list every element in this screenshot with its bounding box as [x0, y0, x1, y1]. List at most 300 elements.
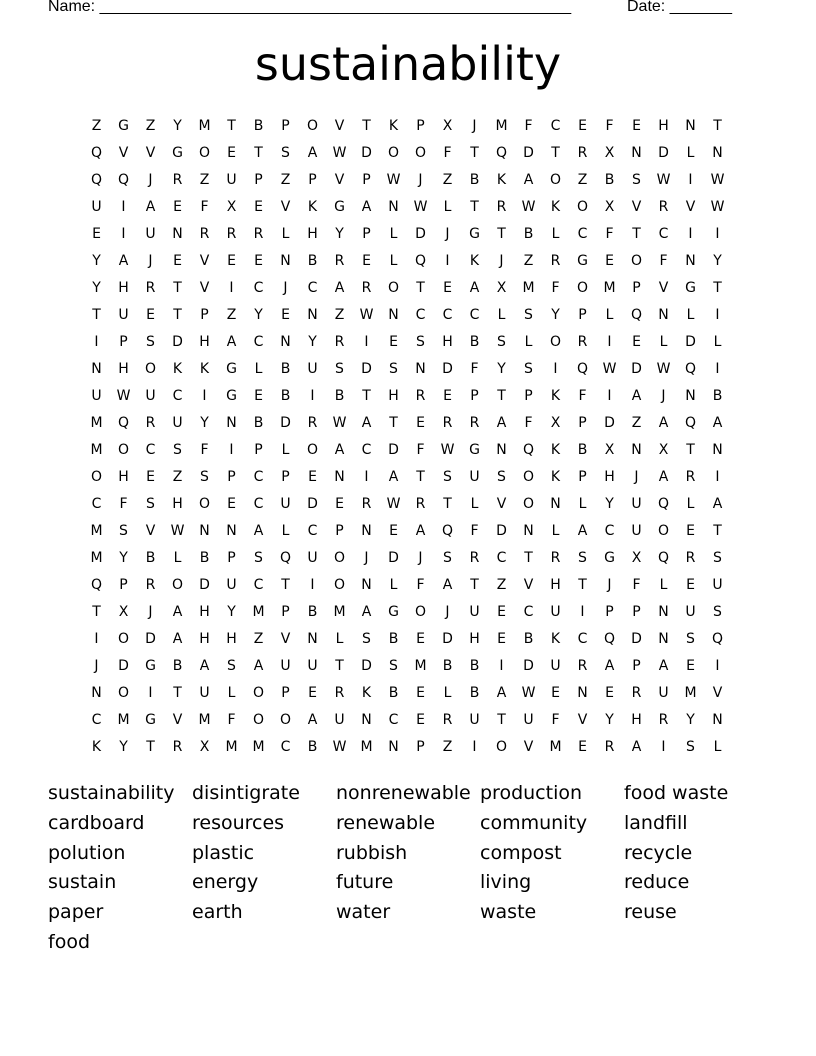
grid-letter: F	[659, 253, 668, 269]
word-list-item: compost	[480, 841, 562, 864]
grid-letter: B	[307, 253, 318, 269]
grid-letter: G	[334, 199, 345, 215]
grid-letter: S	[335, 361, 344, 377]
grid-letter: C	[550, 118, 561, 134]
grid-letter: P	[362, 172, 371, 188]
grid-letter: Q	[495, 145, 508, 161]
grid-letter: U	[550, 658, 561, 674]
grid-letter: I	[715, 226, 720, 242]
grid-letter: P	[254, 172, 263, 188]
grid-letter: P	[416, 739, 425, 755]
grid-letter: Q	[603, 631, 616, 647]
grid-letter: W	[440, 442, 455, 458]
grid-letter: V	[280, 199, 291, 215]
grid-letter: O	[387, 280, 400, 296]
grid-letter: N	[91, 685, 102, 701]
grid-letter: R	[550, 253, 561, 269]
grid-letter: U	[469, 604, 480, 620]
grid-letter: E	[254, 199, 263, 215]
grid-letter: B	[199, 550, 210, 566]
grid-letter: W	[386, 496, 401, 512]
grid-letter: G	[577, 253, 588, 269]
grid-letter: R	[253, 226, 264, 242]
grid-letter: I	[580, 604, 585, 620]
grid-letter: I	[445, 253, 450, 269]
grid-letter: N	[361, 577, 372, 593]
grid-letter: C	[172, 388, 183, 404]
grid-letter: T	[416, 469, 425, 485]
grid-letter: N	[577, 685, 588, 701]
grid-letter: O	[90, 469, 103, 485]
grid-letter: P	[119, 334, 128, 350]
grid-letter: E	[227, 145, 236, 161]
grid-letter: H	[469, 631, 480, 647]
grid-letter: O	[576, 199, 589, 215]
grid-letter: A	[658, 415, 669, 431]
grid-letter: E	[362, 253, 371, 269]
grid-letter: N	[199, 523, 210, 539]
grid-letter: N	[388, 739, 399, 755]
grid-letter: M	[117, 712, 130, 728]
word-list-item: sustainability	[48, 782, 175, 804]
grid-letter: B	[523, 226, 534, 242]
grid-letter: B	[280, 361, 291, 377]
grid-letter: G	[685, 280, 696, 296]
grid-letter: S	[443, 550, 452, 566]
word-list-item: food	[48, 930, 90, 953]
grid-letter: O	[117, 442, 130, 458]
grid-letter: W	[332, 145, 347, 161]
grid-letter: A	[361, 199, 372, 215]
grid-letter: A	[172, 631, 183, 647]
grid-letter: S	[281, 145, 290, 161]
grid-letter: G	[118, 118, 129, 134]
grid-letter: B	[469, 334, 480, 350]
word-list-item: food waste	[624, 782, 729, 804]
grid-letter: C	[496, 550, 507, 566]
grid-letter: L	[389, 226, 398, 242]
grid-letter: U	[226, 577, 237, 593]
grid-letter: I	[148, 685, 153, 701]
grid-letter: T	[416, 280, 425, 296]
letter-grid	[83, 113, 735, 761]
grid-letter: G	[469, 442, 480, 458]
grid-letter: P	[308, 172, 317, 188]
grid-letter: Z	[496, 577, 507, 593]
grid-letter: Q	[90, 145, 103, 161]
grid-letter: B	[280, 388, 291, 404]
grid-letter: Q	[441, 523, 454, 539]
grid-letter: Z	[145, 118, 156, 134]
grid-letter: L	[578, 496, 587, 512]
grid-letter: R	[685, 550, 696, 566]
word-list-item: living	[480, 871, 532, 894]
grid-letter: C	[469, 307, 480, 323]
grid-letter: L	[227, 685, 236, 701]
grid-letter: T	[335, 658, 344, 674]
grid-letter: B	[712, 388, 723, 404]
grid-letter: D	[658, 145, 669, 161]
grid-letter: E	[173, 253, 182, 269]
grid-letter: K	[550, 631, 561, 647]
grid-letter: T	[443, 496, 452, 512]
grid-letter: P	[470, 388, 479, 404]
grid-letter: L	[281, 226, 290, 242]
grid-letter: Q	[576, 361, 589, 377]
grid-letter: M	[252, 604, 265, 620]
grid-letter: A	[496, 685, 507, 701]
grid-letter: Y	[335, 226, 344, 242]
grid-letter: U	[172, 415, 183, 431]
grid-letter: P	[281, 604, 290, 620]
word-list	[48, 779, 768, 958]
grid-letter: F	[524, 415, 533, 431]
grid-row	[83, 599, 735, 626]
grid-letter: U	[685, 604, 696, 620]
grid-letter: U	[631, 496, 642, 512]
grid-letter: K	[550, 469, 561, 485]
grid-letter: L	[281, 442, 290, 458]
grid-letter: I	[121, 226, 126, 242]
grid-letter: D	[415, 226, 426, 242]
grid-letter: M	[90, 442, 103, 458]
grid-letter: L	[254, 361, 263, 377]
grid-letter: S	[254, 550, 263, 566]
grid-letter: F	[605, 226, 614, 242]
grid-letter: A	[172, 604, 183, 620]
grid-letter: Z	[226, 307, 237, 323]
grid-letter: T	[551, 145, 560, 161]
word-list-item: reduce	[624, 871, 690, 894]
grid-letter: F	[632, 577, 641, 593]
grid-letter: J	[148, 172, 153, 188]
grid-letter: M	[90, 523, 103, 539]
grid-letter: Z	[442, 172, 453, 188]
grid-letter: R	[307, 415, 318, 431]
grid-letter: O	[198, 496, 211, 512]
grid-letter: F	[416, 577, 425, 593]
grid-letter: Y	[308, 334, 317, 350]
grid-letter: Y	[92, 253, 101, 269]
grid-letter: U	[226, 172, 237, 188]
grid-letter: S	[686, 631, 695, 647]
grid-letter: C	[442, 307, 453, 323]
grid-letter: F	[470, 361, 479, 377]
grid-letter: M	[603, 280, 616, 296]
grid-letter: S	[416, 334, 425, 350]
grid-letter: L	[713, 334, 722, 350]
grid-letter: A	[604, 658, 615, 674]
grid-letter: A	[226, 334, 237, 350]
grid-letter: I	[607, 388, 612, 404]
grid-letter: I	[715, 658, 720, 674]
grid-letter: F	[200, 199, 209, 215]
grid-letter: Q	[117, 415, 130, 431]
grid-letter: A	[442, 577, 453, 593]
word-list-item: waste	[480, 901, 537, 924]
grid-letter: N	[172, 226, 183, 242]
grid-letter: H	[307, 226, 318, 242]
grid-letter: Z	[442, 739, 453, 755]
grid-letter: J	[472, 118, 477, 134]
grid-letter: L	[686, 307, 695, 323]
grid-letter: U	[307, 361, 318, 377]
grid-letter: G	[469, 226, 480, 242]
grid-letter: I	[715, 469, 720, 485]
grid-letter: S	[362, 631, 371, 647]
grid-letter: T	[632, 226, 641, 242]
grid-letter: J	[283, 280, 288, 296]
grid-letter: B	[523, 631, 534, 647]
grid-row	[83, 329, 735, 356]
grid-letter: N	[658, 307, 669, 323]
grid-letter: L	[524, 334, 533, 350]
grid-letter: N	[388, 307, 399, 323]
word-list-item: resources	[192, 811, 285, 834]
grid-letter: A	[712, 496, 723, 512]
grid-letter: B	[469, 685, 480, 701]
grid-letter: U	[307, 658, 318, 674]
grid-letter: U	[469, 469, 480, 485]
grid-letter: N	[307, 307, 318, 323]
grid-letter: S	[389, 658, 398, 674]
grid-letter: B	[307, 604, 318, 620]
grid-letter: C	[361, 442, 372, 458]
grid-letter: D	[442, 631, 453, 647]
grid-letter: K	[388, 118, 399, 134]
grid-letter: P	[281, 469, 290, 485]
grid-letter: B	[253, 118, 264, 134]
grid-letter: L	[686, 145, 695, 161]
grid-letter: T	[470, 145, 479, 161]
grid-letter: T	[281, 577, 290, 593]
grid-letter: W	[521, 199, 536, 215]
grid-letter: A	[631, 739, 642, 755]
name-field-label: Name: _____________________________________________________	[48, 0, 572, 15]
word-list-item: production	[480, 782, 583, 804]
grid-letter: R	[334, 334, 345, 350]
date-field-label: Date: _______	[627, 0, 732, 15]
grid-letter: I	[121, 199, 126, 215]
grid-letter: X	[496, 280, 507, 296]
grid-row	[83, 167, 735, 194]
grid-letter: O	[279, 712, 292, 728]
grid-letter: O	[657, 523, 670, 539]
grid-letter: Q	[684, 361, 697, 377]
grid-letter: P	[578, 307, 587, 323]
grid-letter: O	[306, 118, 319, 134]
grid-letter: H	[118, 280, 129, 296]
grid-letter: M	[198, 712, 211, 728]
grid-letter: O	[495, 739, 508, 755]
grid-letter: L	[497, 307, 506, 323]
grid-row	[83, 437, 735, 464]
grid-letter: X	[226, 199, 237, 215]
grid-letter: D	[442, 361, 453, 377]
grid-letter: V	[577, 712, 588, 728]
word-list-item: landfill	[624, 811, 688, 834]
grid-letter: B	[469, 658, 480, 674]
grid-letter: B	[577, 442, 588, 458]
grid-letter: K	[550, 388, 561, 404]
grid-letter: Q	[414, 253, 427, 269]
grid-letter: T	[497, 712, 506, 728]
grid-letter: V	[685, 199, 696, 215]
grid-letter: U	[307, 550, 318, 566]
grid-letter: H	[199, 334, 210, 350]
grid-letter: V	[118, 145, 129, 161]
word-list-item: earth	[192, 901, 243, 924]
grid-letter: P	[632, 604, 641, 620]
grid-letter: C	[280, 739, 291, 755]
grid-letter: B	[469, 172, 480, 188]
grid-letter: P	[632, 658, 641, 674]
grid-letter: I	[688, 172, 693, 188]
word-list-item: disintigrate	[192, 782, 300, 804]
grid-letter: T	[92, 307, 101, 323]
grid-letter: S	[443, 469, 452, 485]
grid-letter: O	[630, 253, 643, 269]
grid-letter: H	[631, 712, 642, 728]
grid-letter: R	[361, 496, 372, 512]
grid-letter: J	[148, 253, 153, 269]
word-list-item: reuse	[624, 901, 677, 924]
grid-letter: Q	[522, 442, 535, 458]
grid-letter: C	[307, 523, 318, 539]
grid-letter: R	[442, 415, 453, 431]
grid-letter: O	[252, 685, 265, 701]
grid-letter: E	[497, 604, 506, 620]
grid-row	[83, 113, 735, 140]
grid-letter: T	[362, 118, 371, 134]
grid-letter: G	[145, 712, 156, 728]
grid-letter: H	[226, 631, 237, 647]
grid-letter: S	[227, 658, 236, 674]
grid-letter: U	[145, 388, 156, 404]
grid-letter: S	[200, 469, 209, 485]
grid-letter: U	[280, 658, 291, 674]
grid-letter: D	[523, 658, 534, 674]
grid-letter: T	[713, 118, 722, 134]
puzzle-title: sustainability	[254, 37, 562, 91]
grid-letter: Z	[280, 172, 291, 188]
grid-letter: M	[90, 415, 103, 431]
grid-letter: Q	[90, 172, 103, 188]
grid-letter: U	[631, 523, 642, 539]
grid-letter: K	[550, 199, 561, 215]
grid-letter: F	[443, 145, 452, 161]
grid-letter: B	[604, 172, 615, 188]
grid-letter: Z	[172, 469, 183, 485]
grid-letter: M	[495, 118, 508, 134]
grid-letter: A	[469, 280, 480, 296]
grid-letter: D	[631, 631, 642, 647]
grid-row	[83, 248, 735, 275]
grid-letter: V	[712, 685, 723, 701]
grid-row	[83, 626, 735, 653]
grid-letter: E	[605, 253, 614, 269]
grid-letter: K	[307, 199, 318, 215]
grid-letter: E	[632, 118, 641, 134]
grid-row	[83, 518, 735, 545]
grid-letter: R	[658, 712, 669, 728]
grid-letter: R	[415, 496, 426, 512]
grid-letter: R	[469, 550, 480, 566]
grid-letter: Y	[713, 253, 722, 269]
grid-letter: O	[171, 577, 184, 593]
grid-letter: V	[523, 577, 534, 593]
grid-letter: C	[253, 496, 264, 512]
grid-letter: K	[361, 685, 372, 701]
grid-letter: R	[334, 253, 345, 269]
grid-letter: D	[361, 658, 372, 674]
grid-letter: A	[361, 604, 372, 620]
grid-letter: H	[658, 118, 669, 134]
grid-letter: W	[116, 388, 131, 404]
grid-letter: N	[712, 442, 723, 458]
grid-letter: W	[332, 739, 347, 755]
grid-letter: Y	[686, 712, 695, 728]
grid-letter: T	[524, 550, 533, 566]
grid-letter: I	[364, 469, 369, 485]
grid-letter: R	[577, 658, 588, 674]
grid-letter: P	[281, 118, 290, 134]
grid-letter: D	[307, 496, 318, 512]
grid-letter: N	[280, 253, 291, 269]
grid-letter: A	[307, 145, 318, 161]
grid-letter: W	[710, 172, 725, 188]
grid-letter: S	[146, 496, 155, 512]
grid-letter: C	[253, 334, 264, 350]
grid-letter: E	[443, 280, 452, 296]
grid-letter: O	[198, 145, 211, 161]
grid-letter: E	[443, 388, 452, 404]
grid-letter: R	[442, 712, 453, 728]
grid-letter: B	[388, 685, 399, 701]
grid-letter: M	[333, 604, 346, 620]
grid-letter: V	[199, 280, 210, 296]
grid-row	[83, 356, 735, 383]
grid-letter: V	[658, 280, 669, 296]
grid-letter: B	[172, 658, 183, 674]
grid-letter: R	[631, 685, 642, 701]
grid-letter: H	[550, 577, 561, 593]
grid-letter: C	[658, 226, 669, 242]
grid-letter: V	[280, 631, 291, 647]
grid-letter: N	[631, 145, 642, 161]
grid-letter: R	[334, 685, 345, 701]
grid-letter: P	[119, 577, 128, 593]
grid-letter: C	[415, 307, 426, 323]
grid-letter: L	[443, 199, 452, 215]
grid-letter: U	[712, 577, 723, 593]
grid-letter: B	[307, 739, 318, 755]
grid-letter: I	[202, 388, 207, 404]
grid-letter: S	[119, 523, 128, 539]
grid-letter: P	[200, 307, 209, 323]
grid-letter: Z	[523, 253, 534, 269]
grid-letter: W	[656, 361, 671, 377]
grid-letter: E	[254, 253, 263, 269]
grid-letter: O	[306, 442, 319, 458]
grid-letter: G	[226, 361, 237, 377]
grid-letter: W	[413, 199, 428, 215]
grid-letter: O	[144, 361, 157, 377]
grid-letter: R	[199, 226, 210, 242]
grid-letter: N	[334, 469, 345, 485]
grid-letter: N	[550, 496, 561, 512]
grid-letter: N	[361, 712, 372, 728]
